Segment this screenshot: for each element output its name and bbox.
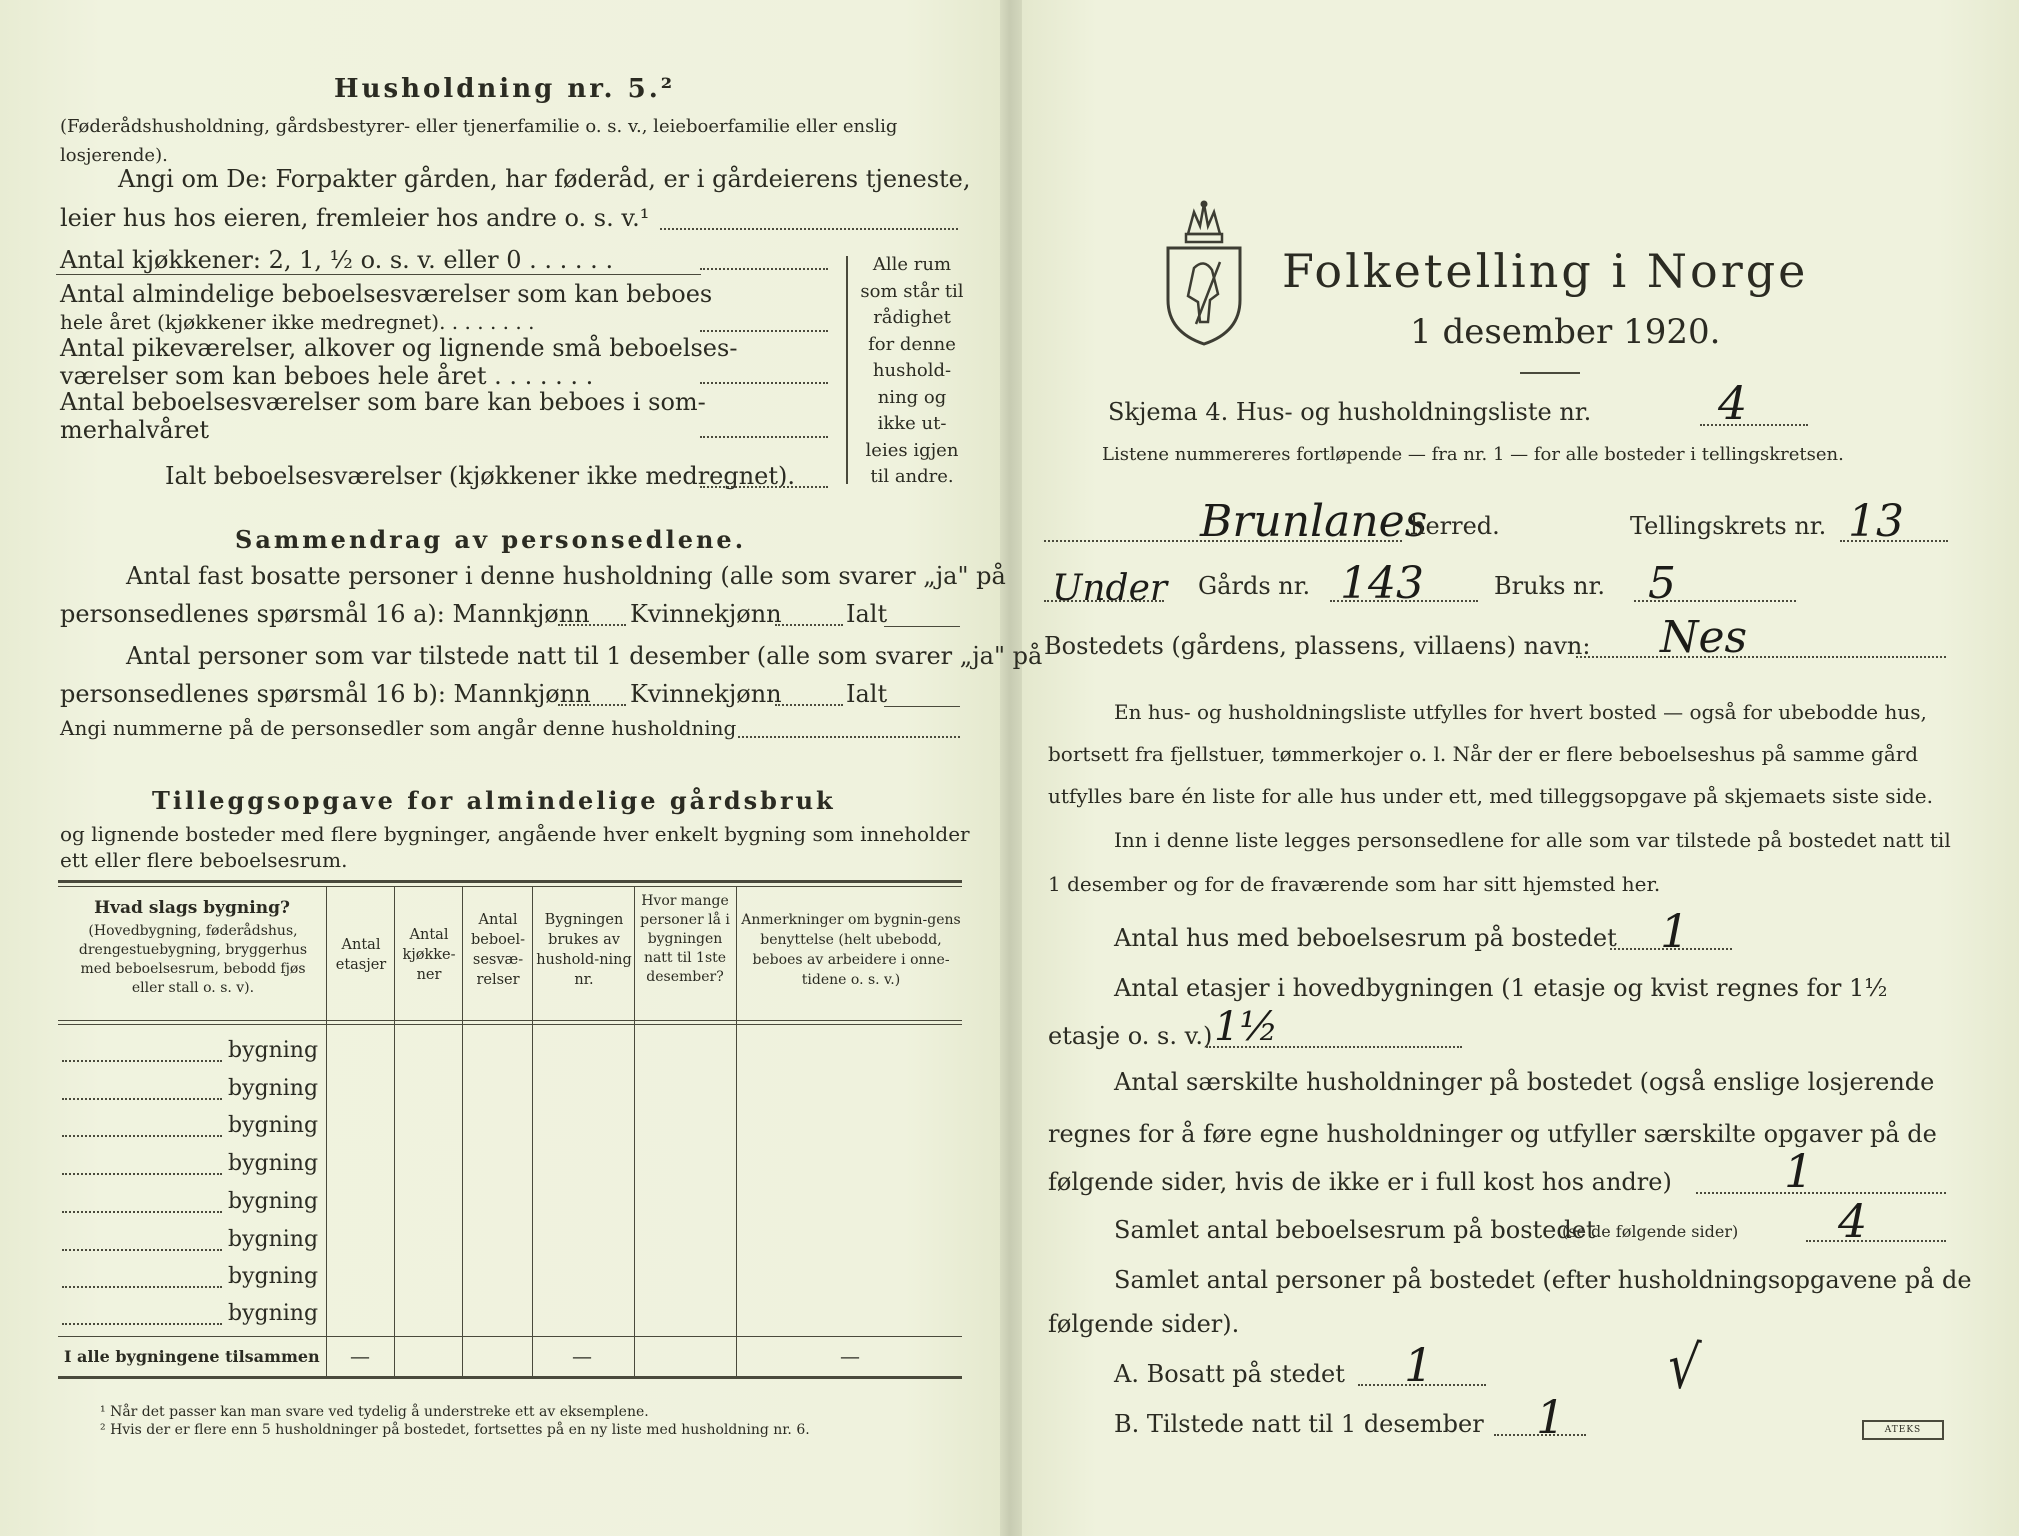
angi-nummerne-line <box>738 736 960 738</box>
kitchens-line <box>700 268 828 270</box>
under-line <box>1044 600 1164 602</box>
table-row: bygning <box>228 1227 319 1252</box>
maids-line <box>700 382 828 384</box>
row-line <box>62 1135 222 1137</box>
tilstede-kvinne-label: Kvinnekjønn <box>630 680 782 708</box>
tillegg-heading: Tilleggsopgave for almindelige gårdsbruk <box>152 786 836 815</box>
gards-value: 143 <box>1340 558 1424 609</box>
col-header-husholdning: Bygningen brukes av hushold-ning nr. <box>536 912 632 988</box>
tillegg-line-1: og lignende bosteder med flere bygninger, angående hver enkelt bygning som inneholder <box>60 822 970 846</box>
skjema-line <box>1700 424 1808 426</box>
instruction-line-1: En hus- og husholdningsliste utfylles for hvert bosted — også for ubebodde hus, <box>1114 700 1927 724</box>
fast-mann-line <box>558 624 626 626</box>
hus-value: 1 <box>1660 904 1690 958</box>
summary-line-3: Antal personer som var tilstede natt til 1 desember (alle som svarer „ja" på <box>126 642 1043 670</box>
side-note-line: som står til <box>860 280 964 302</box>
table-row: bygning <box>228 1076 319 1101</box>
row-line <box>62 1323 222 1325</box>
samlet-rum-line <box>1806 1240 1946 1242</box>
angi-line-1: Angi om De: Forpakter gården, har føderåd, er i gårdeierens tjeneste, <box>118 165 971 193</box>
table-total-label: I alle bygningene tilsammen <box>64 1347 320 1366</box>
samlet-rum-note: (se de følgende sider) <box>1562 1222 1739 1241</box>
printer-stamp: ATEKS <box>1862 1420 1944 1440</box>
side-note-line: rådighet <box>873 307 951 328</box>
tilstede-value: 1 <box>1536 1390 1566 1444</box>
instruction-line-5: 1 desember og for de fraværende som har sitt hjemsted her. <box>1048 872 1661 896</box>
sarskilte-line <box>1696 1192 1946 1194</box>
tillegg-line-2: ett eller flere beboelsesrum. <box>60 848 348 872</box>
tilstede-ialt-line <box>884 706 960 707</box>
rooms-ordinary-2: hele året (kjøkkener ikke medregnet). . . . . . . . <box>60 310 535 334</box>
under-value: Under <box>1052 568 1168 609</box>
hus-label: Antal hus med beboelsesrum på bostedet <box>1114 924 1617 952</box>
col-header-beboelses: Antal beboel-sesvæ-relser <box>471 912 525 988</box>
instruction-line-2: bortsett fra fjellstuer, tømmerkojer o. l. Når der er flere beboelseshus på samme gård <box>1048 742 1919 766</box>
title-rule <box>1520 372 1580 374</box>
table-row: bygning <box>228 1264 319 1289</box>
row-line <box>62 1286 222 1288</box>
angi-nummerne: Angi nummerne på de personsedler som angår denne husholdning <box>60 716 737 740</box>
side-note-line: ning og <box>877 386 947 408</box>
bruks-value: 5 <box>1648 558 1676 609</box>
table-total-rule <box>58 1336 962 1337</box>
col-header-kjokkener: Antal kjøkke-ner <box>402 927 456 983</box>
row-line <box>62 1173 222 1175</box>
tilstede-label: B. Tilstede natt til 1 desember <box>1114 1410 1484 1438</box>
herred-prefix-line <box>1044 540 1194 542</box>
kitchens-underline <box>56 274 701 275</box>
table-header-rule <box>58 1020 962 1021</box>
row-line <box>62 1060 222 1062</box>
fast-kvinne-line <box>775 624 843 626</box>
tilstede-mann-line <box>558 704 626 706</box>
bosatt-label: A. Bosatt på stedet <box>1114 1360 1345 1388</box>
rooms-maids: Antal pikeværelser, alkover og lignende små beboelses- <box>60 334 738 362</box>
tellingskrets-value: 13 <box>1848 496 1904 547</box>
household-intro: (Føderådshusholdning, gårdsbestyrer- eller tjenerfamilie o. s. v., leieboerfamilie eller enslig losjerende). <box>60 116 898 166</box>
col-divider <box>532 886 533 1376</box>
table-row: bygning <box>228 1113 319 1138</box>
angi-answer-line <box>660 228 958 230</box>
row-line <box>62 1249 222 1251</box>
sarskilte-line-3: følgende sider, hvis de ikke er i full kost hos andre) <box>1048 1168 1672 1196</box>
col-divider <box>736 886 737 1376</box>
summary-heading: Sammendrag av personsedlene. <box>235 525 747 554</box>
total-dash: — <box>840 1344 860 1368</box>
bosatt-line <box>1358 1384 1486 1386</box>
summary-line-2: personsedlenes spørsmål 16 a): Mannkjønn <box>60 600 590 628</box>
footnote-2: ² Hvis der er flere enn 5 husholdninger på bostedet, fortsettes på en ny liste med husholdning nr. 6. <box>100 1422 810 1438</box>
bosatt-value: 1 <box>1404 1338 1434 1392</box>
table-row: bygning <box>228 1189 319 1214</box>
samlet-pers-line-1: Samlet antal personer på bostedet (efter husholdningsopgavene på de <box>1114 1266 1972 1294</box>
side-note-line: til andre. <box>870 466 954 487</box>
coat-of-arms-icon <box>1160 198 1248 348</box>
table-bottom-rule <box>58 1376 962 1379</box>
samlet-rum-label: Samlet antal beboelsesrum på bostedet <box>1114 1216 1596 1244</box>
instruction-line-4: Inn i denne liste legges personsedlene for alle som var tilstede på bostedet natt til <box>1114 828 1951 852</box>
tilstede-line <box>1494 1434 1586 1436</box>
table-top-rule-2 <box>58 886 962 887</box>
side-note-line: ikke ut- <box>877 413 947 434</box>
col-divider <box>634 886 635 1376</box>
tilstede-ialt-label: Ialt <box>846 680 888 708</box>
bruks-label: Bruks nr. <box>1494 572 1605 600</box>
listene-note: Listene nummereres fortløpende — fra nr. 1 — for alle bosteder i tellingskretsen. <box>1102 444 1844 465</box>
summary-line-1: Antal fast bosatte personer i denne husholdning (alle som svarer „ja" på <box>126 562 1006 590</box>
fast-kvinne-label: Kvinnekjønn <box>630 600 782 628</box>
rooms-maids-2: værelser som kan beboes hele året . . . . . . . <box>60 362 594 390</box>
skjema-label: Skjema 4. Hus- og husholdningsliste nr. <box>1108 398 1592 426</box>
etasjer-line <box>1206 1046 1462 1048</box>
col-divider <box>394 886 395 1376</box>
page-fold <box>1000 0 1022 1536</box>
total-dash: — <box>572 1344 592 1368</box>
sarskilte-value: 1 <box>1784 1144 1814 1198</box>
fast-ialt-label: Ialt <box>846 600 888 628</box>
form-title: Folketelling i Norge <box>1282 244 1809 298</box>
etasjer-line-1: Antal etasjer i hovedbygningen (1 etasje og kvist regnes for 1½ <box>1114 974 1888 1002</box>
total-dash: — <box>350 1344 370 1368</box>
col-divider <box>462 886 463 1376</box>
table-row: bygning <box>228 1038 319 1063</box>
rooms-summer-2: merhalvåret <box>60 416 210 444</box>
samlet-rum-value: 4 <box>1838 1194 1868 1248</box>
ordinary-line <box>700 330 828 332</box>
col-header-anmerkninger: Anmerkninger om bygnin-gens benyttelse (helt ubebodd, beboes av arbeidere i onne-tidene o. s. v.) <box>741 912 961 988</box>
side-note-line: Alle rum <box>872 254 952 275</box>
bosted-value: Nes <box>1660 612 1748 663</box>
col-header-type-title: Hvad slags bygning? <box>94 898 290 918</box>
etasjer-line-2: etasje o. s. v.) <box>1048 1022 1213 1050</box>
col-header-etasjer: Antal etasjer <box>335 937 387 973</box>
bruks-line <box>1634 600 1796 602</box>
side-note-line: for denne <box>868 333 956 355</box>
side-note-line: leies igjen <box>865 439 959 461</box>
bosted-line <box>1576 656 1946 658</box>
gards-line <box>1330 600 1478 602</box>
instruction-line-3: utfylles bare én liste for alle hus under ett, med tilleggsopgave på skjemaets siste side. <box>1048 784 1933 808</box>
form-date: 1 desember 1920. <box>1410 312 1721 352</box>
tilstede-kvinne-line <box>775 704 843 706</box>
tellingskrets-line <box>1840 540 1948 542</box>
rooms-brace <box>846 256 848 484</box>
total-line <box>700 486 828 488</box>
row-line <box>62 1098 222 1100</box>
col-divider <box>326 886 327 1376</box>
row-line <box>62 1211 222 1213</box>
tellingskrets-label: Tellingskrets nr. <box>1630 512 1827 540</box>
check-mark: √ <box>1664 1328 1703 1405</box>
col-header-personer: Hvor mange personer lå i bygningen natt til 1ste desember? <box>640 893 730 985</box>
sarskilte-line-1: Antal særskilte husholdninger på bostedet (også enslige losjerende <box>1114 1068 1935 1096</box>
hus-line <box>1610 948 1732 950</box>
herred-label: herred. <box>1410 512 1500 540</box>
rooms-total: Ialt beboelsesværelser (kjøkkener ikke medregnet). <box>165 462 796 490</box>
summer-line <box>700 436 828 438</box>
side-note-line: hushold- <box>872 360 952 381</box>
bosted-label: Bostedets (gårdens, plassens, villaens) navn: <box>1044 632 1591 660</box>
sarskilte-line-2: regnes for å føre egne husholdninger og utfyller særskilte opgaver på de <box>1048 1120 1937 1148</box>
footnote-1: ¹ Når det passer kan man svare ved tydelig å understreke ett av eksemplene. <box>100 1404 649 1420</box>
table-top-rule <box>58 880 962 883</box>
herred-value: Brunlanes <box>1200 496 1428 547</box>
samlet-pers-line-2: følgende sider). <box>1048 1310 1240 1338</box>
rooms-summer: Antal beboelsesværelser som bare kan beboes i som- <box>60 388 706 416</box>
skjema-value: 4 <box>1718 376 1748 430</box>
table-row: bygning <box>228 1151 319 1176</box>
etasjer-value: 1½ <box>1214 1004 1279 1050</box>
table-row: bygning <box>228 1301 319 1326</box>
fast-ialt-line <box>884 626 960 627</box>
rooms-kitchens: Antal kjøkkener: 2, 1, ½ o. s. v. eller 0 . . . . . . <box>60 246 614 274</box>
col-header-type-body: (Hovedbygning, føderådshus, drengestuebygning, bryggerhus med beboelsesrum, bebodd fjøs eller stall o. s. v). <box>78 923 308 996</box>
table-header-rule-2 <box>58 1024 962 1025</box>
household-heading: Husholdning nr. 5.² <box>334 74 676 104</box>
angi-line-2: leier hus hos eieren, fremleier hos andre o. s. v.¹ <box>60 204 650 232</box>
rooms-ordinary: Antal almindelige beboelsesværelser som kan beboes <box>60 280 713 308</box>
summary-line-4: personsedlenes spørsmål 16 b): Mannkjønn <box>60 680 591 708</box>
gards-label: Gårds nr. <box>1198 572 1311 600</box>
herred-line <box>1196 540 1402 542</box>
side-note <box>856 252 968 491</box>
